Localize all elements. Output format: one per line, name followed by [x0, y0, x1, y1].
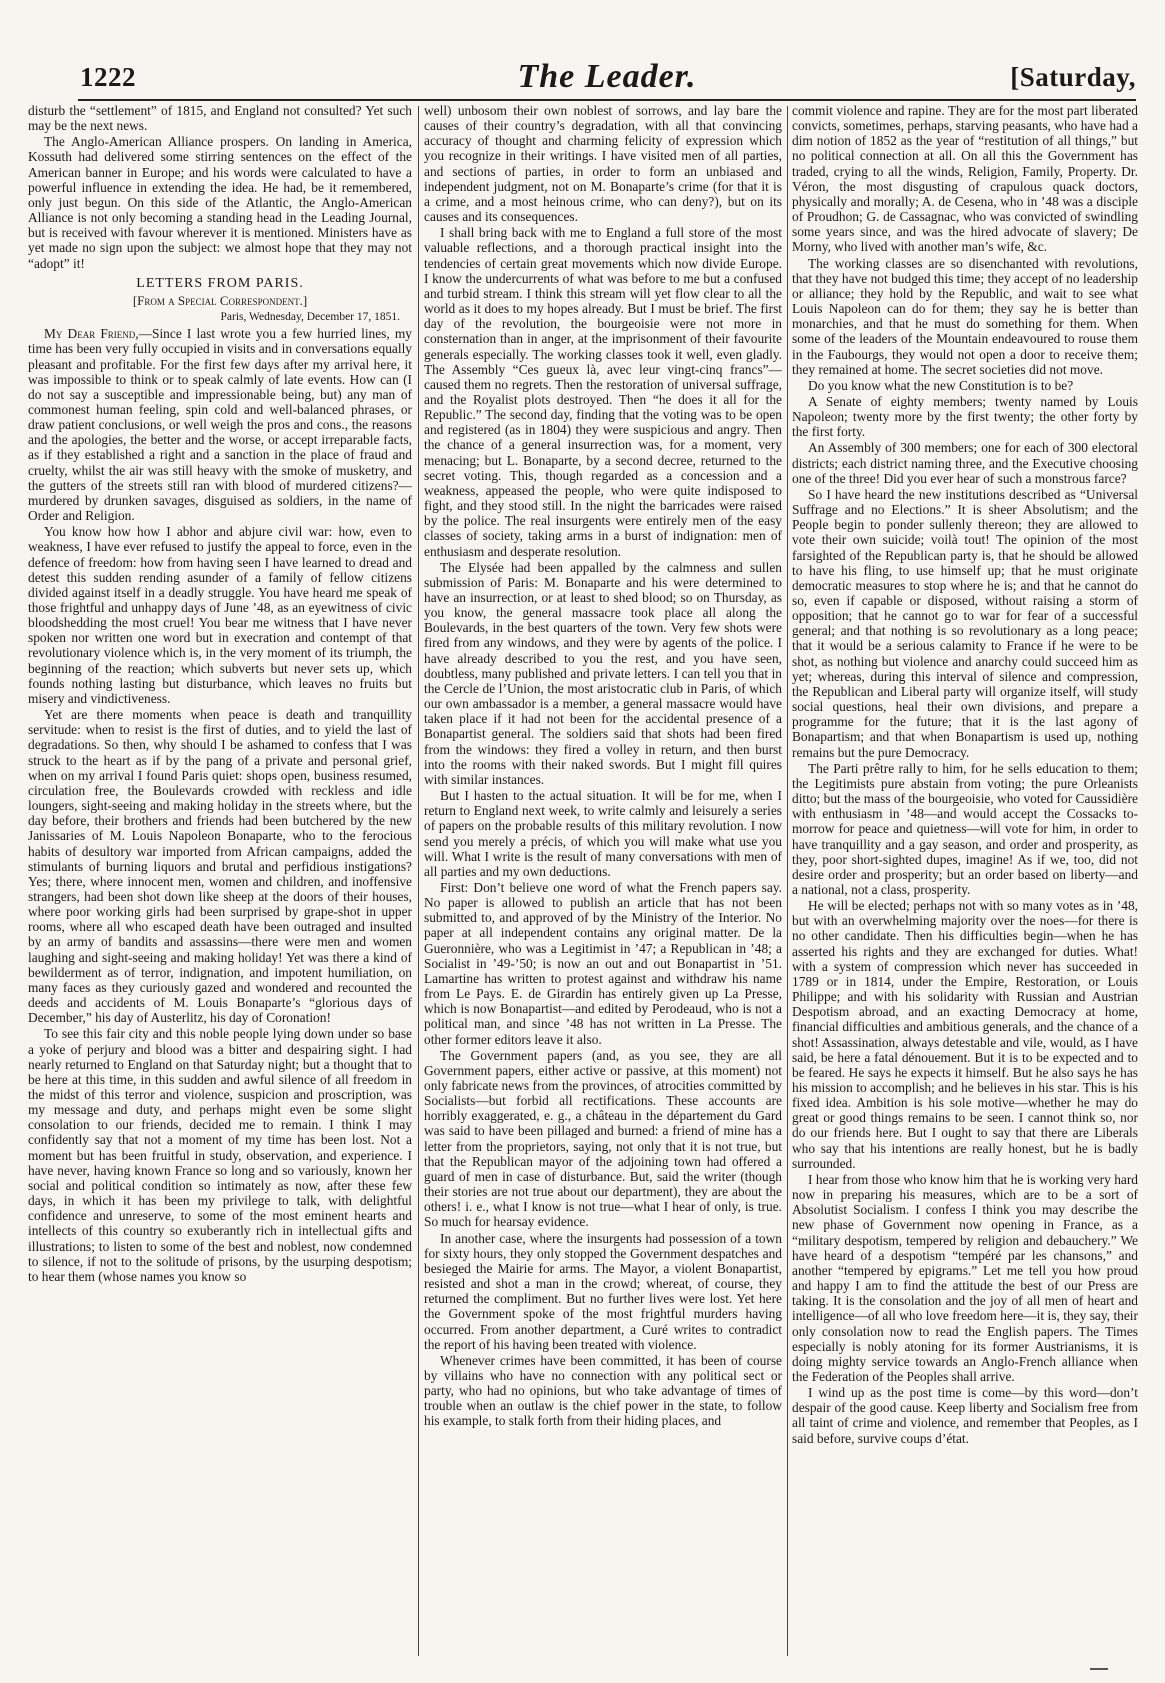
page-day: [Saturday,: [1010, 62, 1136, 92]
column-1: [28, 103, 412, 1663]
paragraph: I shall bring back with me to England a full store of the most valuable reflections, and a thorough practical insight into the tendencies of certain great movements which now divide Europe. I know the undercurrents of what was before to me but a confused and turbid stream. I think this stream will yet flow clear to all the world as it does to my hopes already. But I must be brief. The first day of the revolution, the bourgeoisie were not more in consternation than in anger, at the imprisonment of their favourite generals especially. The working classes took it well, even gladly. The Assembly “Ces gueux là, avec leur vingt-cinq francs”—caused them no regrets. Then the restoration of universal suffrage, and the Royalist plots destroyed. Then “he does it all for the Republic.” The second day, finding that the voting was to be open and registered (as in 1804) they were suspicious and angry. Then the chance of a general insurrection was, for a moment, very menacing; but L. Bonaparte, by a second decree, returned to the secret voting. This, though regarded as a concession and a weakness, appeased the people, who were quite indisposed to fight, and they stood still. In the night the barricades were raised by the police. The real insurgents were entirely men of the easy classes of society, taking arms in a burst of indignation: men of enthusiasm and desperate resolution.: [424, 225, 782, 559]
header-rule: [78, 99, 1136, 101]
paragraph: The Government papers (and, as you see, they are all Government papers, either active or passive, at this moment) not only fabricate news from the provinces, of atrocities committed by Socialists—but forbid all rectifications. These accounts are horribly exaggerated, e. g., a château in the département du Gard was said to have been pillaged and burned: a friend of mine has a letter from the proprietors, saying, not only that it is not true, but that the Republican mayor of the adjoining town had offered a guard of men in case of disturbance. But, said the writer (though their stories are not true about our department), they are about the others! i. e., what I know is not true—what I hear of only, is true. So much for hearsay evidence.: [424, 1047, 782, 1230]
paragraph: You know how how I abhor and abjure civil war: how, even to weakness, I have ever refused to justify the appeal to force, even in the defence of freedom: how from having seen I have learned to dread and detest this sudden rending asunder of a family of fellow citizens divided against itself in a deadly struggle. You have heard me speak of those frightful and unhappy days of June ’48, as an eyewitness of civic bloodshedding the most cruel! You bear me witness that I have never spoken nor written one word but in execration and contempt of that revolutionary violence which is, in the very moment of its triumph, the beginning of the reaction; which subverts but never sets up, which founds nothing lasting but disturbance, which leaves no fruits but misery and vindictiveness.: [28, 524, 412, 706]
paragraph: An Assembly of 300 members; one for each of 300 electoral districts; each district naming three, and the Executive choosing one of the three! Did you ever hear of such a monstrous farce?: [792, 440, 1138, 486]
section-heading: LETTERS FROM PARIS.: [136, 275, 304, 291]
column-divider: [418, 106, 419, 1656]
paragraph: Whenever crimes have been committed, it has been of course by villains who have no connection with any political sect or party, who had no opinions, but who take advantage of times of trouble when an outlaw is the chief power in the state, to follow his example, to stalk forth from their hiding places, and: [424, 1352, 782, 1429]
paragraph: The working classes are so disenchanted with revolutions, that they have not budged this time; they accept of no leadership or alliance; they hold by the Republic, and wait to see what Louis Napoleon can do for them; they say he is better than monarchies, and that he must do something for them. When some of the leaders of the Mountain endeavoured to rouse them in the Faubourgs, they would not open a door to receive them; they remained at home. The secret societies did not move.: [792, 255, 1138, 377]
paragraph: I hear from those who know him that he is working very hard now in preparing his measures, which are to be a sort of Absolutist Socialism. I confess I think you may describe the new phase of Government now opening in France, as a “military despotism, tempered by religion and debauchery.” We have heard of a despotism “tempéré par les chansons,” and another “tempered by epigrams.” Let me tell you how proud and happy I am to find the attitude the best of our Press are taking. It is the consolation and the joy of all men of heart and intelligence—of all who love freedom here—it is, they say, their only consolation now to read the English papers. The Times especially is nobly atoning for its former Austrianisms, it is doing mighty service towards an Anglo-French alliance when the Federation of the Peoples shall arrive.: [792, 1171, 1138, 1384]
paragraph-text: —Since I last wrote you a few hurried lines, my time has been very fully occupied in visits and in conversations equally pleasant and profitable. For the first few days after my arrival here, it was impossible to think or to speak calmly of late events. How can (I do not say a susceptible and impressionable being, but) any man of commonest human feeling, spin cold and well-balanced phrases, or draw patient conclusions, or well weigh the pros and cons., the reasons and the apologies, the better and the worse, or accept irreparable facts, as if they established a right and a sanction in the place of fraud and cruelty, whilst the air was still heavy with the smoke of musketry, and the gutters of the streets still ran with blood of murdered citizens?—murdered by drunken savages, disguised as soldiers, in the name of Order and Religion.: [28, 326, 412, 524]
page-number: 1222: [80, 62, 136, 92]
paragraph: He will be elected; perhaps not with so many votes as in ’48, but with an overwhelming majority over the noes—for there is no other candidate. Then his difficulties begin—when he has asserted his rights and they are exchanged for duties. What! with a system of compression which never has succeeded in 1789 or in 1814, under the Empire, Restoration, or Louis Philippe; and with his solidarity with Russian and Austrian Despotism abroad, and an exacting Democracy at home, financial difficulties and ambitious generals, and the chance of a shot! Assassination, always detestable and vile, would, as I have said, be here a fatal dénouement. But it is to be expected and to be feared. He says he expects it himself. But he also says he has his mission to accomplish; and he believes in his star. This is his fixed idea. Ambition is his sole motive—whether he may do great or good things remains to be seen. I cannot think so, nor do our friends here. But I ought to say that there are Liberals who say that his intentions are really honest, but he is badly surrounded.: [792, 898, 1138, 1171]
masthead-title: The Leader.: [517, 58, 697, 95]
paragraph: disturb the “settlement” of 1815, and England not consulted? Yet such may be the next news.: [28, 103, 412, 134]
column-2: [424, 103, 782, 1663]
paragraph: First: Don’t believe one word of what the French papers say. No paper is allowed to publish an article that has not been submitted to, and approved of by the Ministry of the Interior. No paper at all independent contains any original matter. De la Gueronnière, who was a Legitimist in ’47; a Republican in ’48; a Socialist in ’49-’50; is now an out and out Bonapartist in ’51. Lamartine has written to protest against and withdraw his name from Le Pays. E. de Girardin has entirely given up La Presse, which is now Bonapartist—and edited by Perodeaud, who is not a political man, and since ’48 has not written in La Presse. The other former editors leave it also.: [424, 879, 782, 1047]
page-header: [78, 58, 1136, 98]
column-3: [792, 103, 1138, 1663]
paragraph: I wind up as the post time is come—by this word—don’t despair of the good cause. Keep liberty and Socialism free from all taint of crime and violence, and remember that Peoples, as I said before, survive coups d’état.: [792, 1385, 1138, 1446]
byline: [From a Special Correspondent.]: [132, 292, 308, 308]
paragraph: commit violence and rapine. They are for the most part liberated convicts, sometimes, perhaps, starving peasants, who have had a dim notion of 1852 as the year of “restitution of all things,” but no political connection at all. On all this the Government has traded, crying to all the winds, Religion, Family, Property. Dr. Véron, the most disgusting of crapulous quack doctors, physically and morally; A. de Cesena, who in ’48 was a disciple of Proudhon; G. de Cassagnac, who was convicted of swindling some years since, and was the hired advocate of slavery; De Morny, who lived with another man’s wife, &c.: [792, 103, 1138, 255]
paragraph: The Elysée had been appalled by the calmness and sullen submission of Paris: M. Bonaparte and his were determined to have an insurrection, or at least to shed blood; so on Thursday, as you know, the general massacre took place all along the Boulevards, in the best quarters of the town. Very few shots were fired from any windows, and they were by agents of the police. I have already described to you the rest, and you have seen, doubtless, many published and private letters. I can tell you that in the Cercle de l’Union, the most aristocratic club in Paris, of which our own ambassador is a member, a general massacre would have taken place if it had not been for the accidental presence of a Bonapartist general. The soldiers said that shots had been fired from the windows: they fired a volley in return, and then burst into the rooms with their naked swords. But I might fill quires with similar instances.: [424, 559, 782, 787]
salutation: My Dear Friend,: [44, 326, 139, 342]
paragraph: [28, 326, 412, 523]
paragraph: But I hasten to the actual situation. It will be for me, when I return to England next week, to write calmly and leisurely a series of papers on the probable results of this military revolution. I now send you merely a précis, of which you will make what use you will. What I write is the result of many conversations with men of all parties and my own deductions.: [424, 788, 782, 879]
paragraph: A Senate of eighty members; twenty named by Louis Napoleon; twenty more by the first twenty; the other forty by the first forty.: [792, 393, 1138, 440]
paragraph: So I have heard the new institutions described as “Universal Suffrage and no Elections.” It is sheer Absolutism; and the People begin to ponder sullenly thereon; they are allowed to vote their own suicide; voilà tout! The opinion of the most farsighted of the Republican party is, that he should be allowed to have his fling, to use himself up; that he must originate democratic measures to stop where he is; and that he cannot do so, even if capable or disposed, without raising a storm of opposition; that he cannot go to war for fear of a successful general; and that nothing is so revolutionary as a long peace; that it would be a serious calamity to France if he were to be shot, as nothing but violence and anarchy could succeed him as yet; whereas, during this interval of silence and compression, the Republican and Liberal party will organize itself, will study social questions, heal their own divisions, and prepare a programme for the future; that it is the last agony of Bonapartism; and that when Bonapartism is used up, nothing remains but the pure Democracy.: [792, 486, 1138, 760]
paragraph: Yet are there moments when peace is death and tranquillity servitude: when to resist is the first of duties, and to yield the last of degradations. So then, why should I be ashamed to confess that I was struck to the heart as if by the pang of a private and personal grief, when on my arrival I found Paris quiet: shops open, business resumed, circulation free, the Boulevards crowded with reckless and idle loungers, sight-seeing and making holiday in the streets where, but the day before, their brothers and friends had been butchered by the new Janissaries of M. Louis Napoleon Bonaparte, who to the ferocious habits of desultory war imported from African campaigns, added the stimulants of burning liquors and brutal and perfidious instigations? Yes; there, where innocent men, women and children, and inoffensive strangers, had been shot down like sheep at the doors of their houses, where poor working girls had been surprised by grape-shot in upper rooms, where all who escaped death have been outraged and insulted by an army of bandits and assassins—there were men and women laughing and sight-seeing and making holiday! Yet was there a kind of bewilderment as of terror, indignation, and impotent humiliation, on many faces as they curiously gazed and wondered and recounted the deeds and accidents of M. Louis Bonaparte’s “glorious days of December,” his day of Austerlitz, his day of Coronation!: [28, 707, 412, 1026]
paragraph: The Parti prêtre rally to him, for he sells education to them; the Legitimists pure abstain from voting; the pure Orleanists ditto; but the mass of the bourgeoisie, who voted for Caussidière with enthusiasm in ’48—and would accept the Cossacks to-morrow for peace and quietness—will vote for him, in order to have tranquillity and a gay season, and order and prosperity, as they, poor short-sighted dupes, imagine! As if we, too, did not desire order and prosperity; but an order based on liberty—and a national, not a class, prosperity.: [792, 760, 1138, 897]
column-divider: [787, 106, 788, 1656]
paragraph: To see this fair city and this noble people lying down under so base a yoke of perjury and blood was a bitter and despairing sight. I had nearly returned to England on that Saturday night; but a thought that to be here at this time, in this sudden and awful silence of all freedom in the midst of this terror and violence, suspicion and proscription, was my message and duty, and perhaps might even be some slight consolation to our friends, decided me to remain. I think I may confidently say that not a moment of my time has been lost. Not a moment but has been fruitful in study, observation, and experience. I have never, having known France so long and so variously, known her social and political condition so intimately as now, after these few days, in which it has been my privilege to talk, with delightful confidence and unreserve, to some of the most eminent hearts and intellects of this country so exuberantly rich in intellectual gifts and illustrations; to listen to some of the best and noblest, now condemned to silence, if not to the solitude of prisons, by the usurping despotism; to hear them (whose names you know so: [28, 1026, 412, 1284]
paragraph: Do you know what the new Constitution is to be?: [808, 377, 1074, 393]
paragraph: well) unbosom their own noblest of sorrows, and lay bare the causes of their country’s degradation, with all that convincing accuracy of thought and charming felicity of expression which you recognize in their writings. I have visited men of all parties, and sections of parties, in order to form an unbiased and independent judgment, not on M. Bonaparte’s crime (for that it is a crime, and a most heinous crime, who can deny?), but on its causes and its consequences.: [424, 103, 782, 225]
paragraph: In another case, where the insurgents had possession of a town for sixty hours, they only stopped the Government despatches and besieged the Mairie for arms. The Mayor, a violent Bonapartist, resisted and shot a man in the crowd; whereat, of course, they returned the compliment. But no further lives were lost. Yet here the Government spoke of the most frightful murders having occurred. From another department, a Curé writes to contradict the report of his having been treated with violence.: [424, 1230, 782, 1352]
paragraph: The Anglo-American Alliance prospers. On landing in America, Kossuth had delivered some stirring sentences on the effect of the American banner in Europe; and his words were calculated to have a powerful influence in extending the idea. He had, be it remembered, only just begun. On this side of the Atlantic, the Anglo-American Alliance is not only becoming a standing head in the Leading Journal, but is received with favour wherever it is mentioned. Ministers have as yet made no sign upon the subject: we almost hope that they may not “adopt” it!: [28, 134, 412, 271]
dateline: Paris, Wednesday, December 17, 1851.: [220, 311, 400, 324]
footer-mark: [1090, 1668, 1108, 1670]
